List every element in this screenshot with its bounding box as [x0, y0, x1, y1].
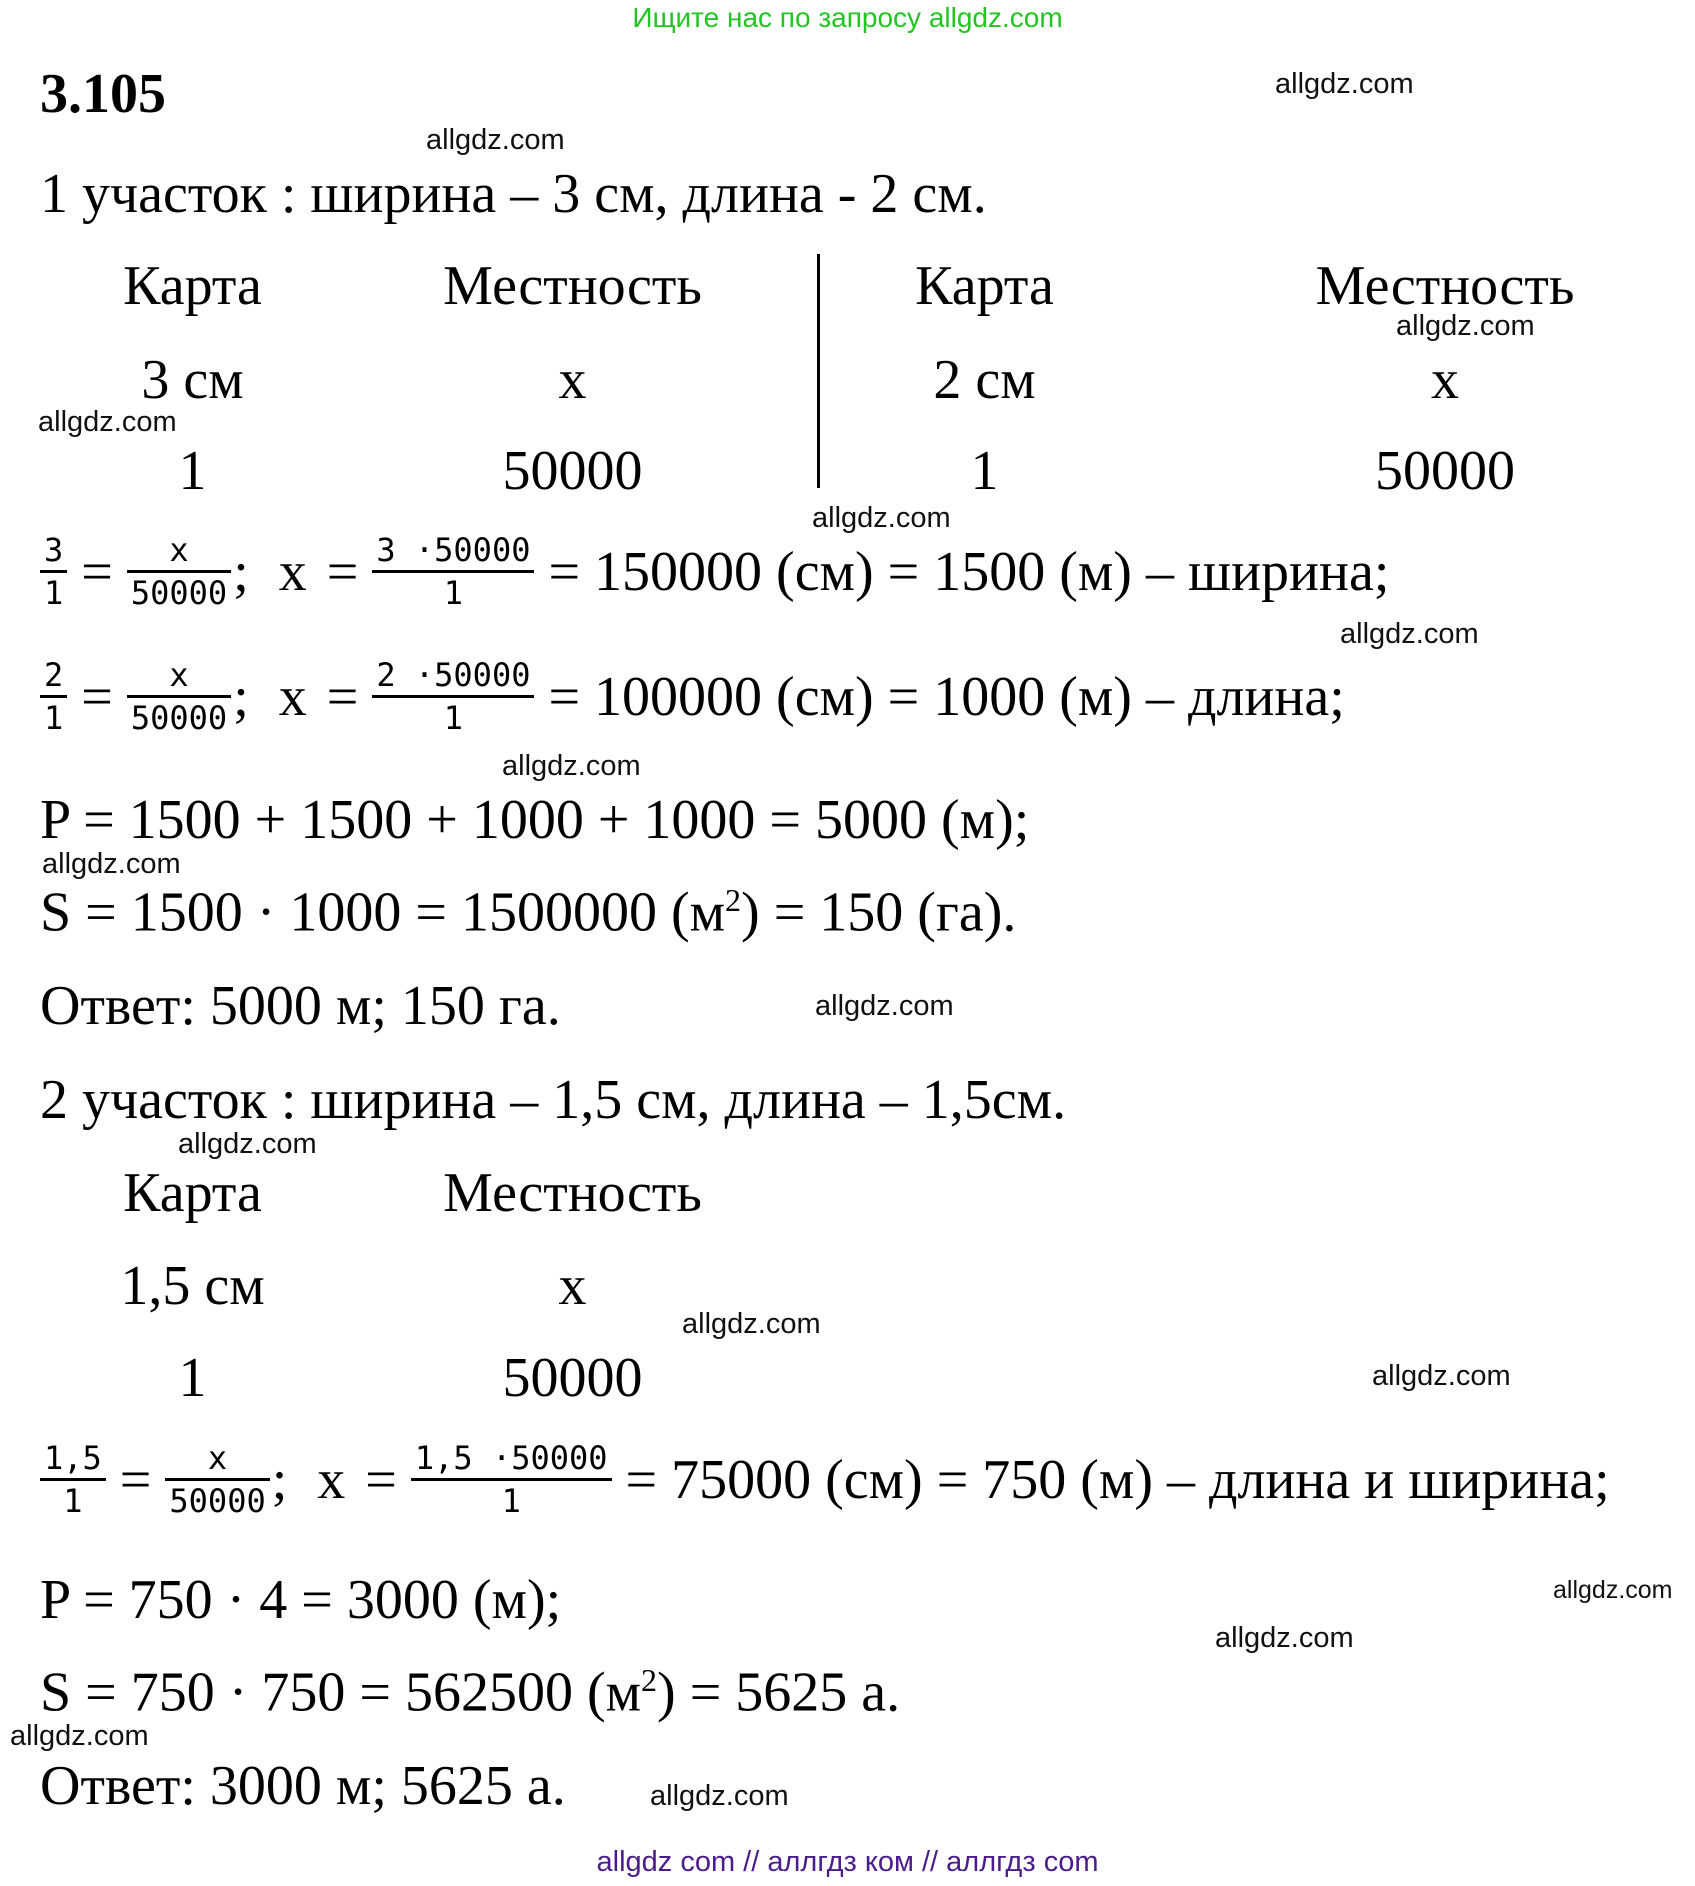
plot1-left-terrain-value: x	[558, 349, 587, 411]
watermark: allgdz.com	[1340, 618, 1479, 650]
plot1-left-map-value: 3 см	[141, 349, 244, 411]
plot1-right-terrain-header: Местность	[1315, 255, 1575, 317]
plot1-heading: 1 участок : ширина – 3 см, длина - 2 см.	[40, 163, 987, 225]
plot1-answer: Ответ: 5000 м; 150 га.	[40, 975, 561, 1037]
plot1-perimeter: P = 1500 + 1500 + 1000 + 1000 = 5000 (м);	[40, 789, 1030, 851]
watermark: allgdz.com	[178, 1128, 317, 1160]
plot1-length-equation: $\frac{2}{1}$ = $\frac{x}{50000}$ ; x = $\frac{2 \cdot 50000}{1}$ = 100000 (см) = 1000 (м) – длина;	[36, 655, 1345, 738]
plot1-right-map-scale: 1	[970, 440, 999, 502]
fraction: $\frac{3}{1}$	[40, 530, 67, 613]
plot1-right-terrain-scale: 50000	[1375, 440, 1515, 502]
fraction: $\frac{x}{50000}$	[127, 655, 231, 738]
plot2-answer: Ответ: 3000 м; 5625 а.	[40, 1755, 566, 1817]
plot1-right-terrain-value: x	[1431, 349, 1459, 411]
footer-links: allgdz com // аллгдз ком // аллгдз com	[596, 1846, 1099, 1878]
watermark: allgdz.com	[1396, 310, 1535, 342]
watermark: allgdz.com	[38, 406, 177, 438]
watermark: allgdz.com	[10, 1720, 149, 1752]
plot2-map-header: Карта	[123, 1162, 262, 1224]
watermark: allgdz.com	[815, 990, 954, 1022]
watermark: allgdz.com	[502, 750, 641, 782]
plot2-perimeter: P = 750 · 4 = 3000 (м);	[40, 1569, 562, 1631]
plot1-area: S = 1500 · 1000 = 1500000 $(м^2) = 150$ (га).	[40, 881, 1017, 944]
plot1-right-map-header: Карта	[915, 255, 1054, 317]
plot1-left-map-header: Карта	[123, 255, 262, 317]
watermark: allgdz.com	[1215, 1622, 1354, 1654]
fraction: $\frac{x}{50000}$	[165, 1438, 269, 1521]
plot1-left-map-scale: 1	[178, 440, 207, 502]
fraction: $\frac{2}{1}$	[40, 655, 67, 738]
fraction: $\frac{2 \cdot 50000}{1}$	[372, 655, 534, 738]
watermark: allgdz.com	[1553, 1576, 1673, 1604]
plot2-terrain-value: x	[558, 1255, 587, 1317]
plot2-map-value: 1,5 см	[120, 1255, 265, 1317]
watermark: allgdz.com	[1372, 1360, 1511, 1392]
plot2-area: S = 750 · 750 = 562500 $(м^2) = 5625$ а.	[40, 1661, 901, 1724]
problem-number: 3.105	[40, 63, 166, 125]
fraction: $\frac{3 \cdot 50000}{1}$	[372, 530, 534, 613]
watermark: allgdz.com	[42, 848, 181, 880]
fraction: $\frac{1,5 \cdot 50000}{1}$	[411, 1438, 612, 1521]
plot2-terrain-header: Местность	[443, 1162, 702, 1224]
plot2-heading: 2 участок : ширина – 1,5 см, длина – 1,5см.	[40, 1069, 1067, 1131]
plot1-right-map-value: 2 см	[933, 349, 1036, 411]
fraction: $\frac{x}{50000}$	[127, 530, 231, 613]
plot1-left-terrain-header: Местность	[443, 255, 702, 317]
search-banner: Ищите нас по запросу allgdz.com	[632, 2, 1063, 33]
watermark: allgdz.com	[1275, 68, 1414, 100]
plot2-side-equation: $\frac{1,5}{1}$ = $\frac{x}{50000}$ ; x = $\frac{1,5 \cdot 50000}{1}$ = 75000 (см) = 750 (м) – длина и ширина;	[36, 1438, 1610, 1521]
plot2-terrain-scale: 50000	[502, 1347, 643, 1409]
fraction: $\frac{1,5}{1}$	[40, 1438, 106, 1521]
watermark: allgdz.com	[650, 1780, 789, 1812]
plot2-map-scale: 1	[178, 1347, 207, 1409]
watermark: allgdz.com	[812, 502, 951, 534]
watermark: allgdz.com	[682, 1308, 821, 1340]
plot1-width-equation: $\frac{3}{1}$ = $\frac{x}{50000}$ ; x = $\frac{3 \cdot 50000}{1}$ = 150000 (см) = 1500 (м) – ширина;	[36, 530, 1389, 613]
plot1-left-terrain-scale: 50000	[502, 440, 643, 502]
watermark: allgdz.com	[426, 124, 565, 156]
table-divider	[817, 254, 820, 488]
